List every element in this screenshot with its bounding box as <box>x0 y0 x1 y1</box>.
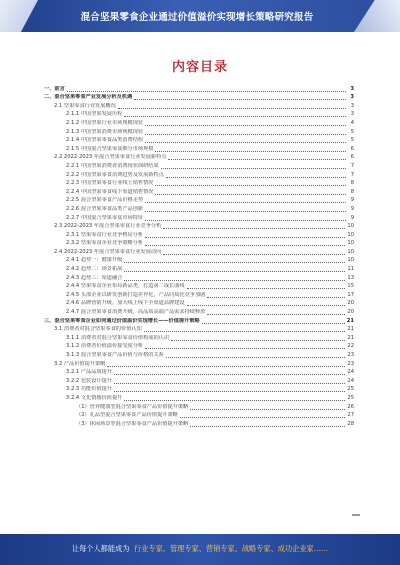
page-mark <box>352 514 360 516</box>
toc-entry-page: 9 <box>350 205 354 212</box>
toc-entry-page: 27 <box>347 412 354 419</box>
toc-entry-page: 10 <box>347 231 354 238</box>
toc-entry-page: 3 <box>350 111 354 118</box>
toc-entry-page: 21 <box>347 334 354 341</box>
toc-entry-title: 一、前言 <box>44 85 65 92</box>
toc-entry-title: （3）休闲场景型混合坚果零食产品价值提升策略 <box>76 420 189 427</box>
table-of-contents <box>44 84 354 428</box>
toc-entry-title: 2.4.3 趋势三：渠道融合 <box>66 274 123 281</box>
toc-entry-page: 20 <box>347 300 354 307</box>
toc-entry[interactable] <box>44 385 354 394</box>
footer-roles: 行业专家、管理专家、营销专家、战略专家、成功企业家…… <box>134 544 329 553</box>
toc-entry-title: 3.1.3 混合坚果零食产品价值与价格的关系 <box>66 352 164 358</box>
toc-entry-title: 2.4.6 品牌营销升级，加大线上线下全渠道品牌建设 <box>66 300 185 307</box>
toc-entry-page: 10 <box>347 248 354 255</box>
footer-lead: 让每个人都能成为 <box>71 544 130 553</box>
toc-entry-page: 3 <box>350 94 354 101</box>
toc-entry-page: 6 <box>350 154 354 161</box>
toc-entry-page: 4 <box>350 119 354 126</box>
toc-entry[interactable] <box>44 402 354 411</box>
toc-entry[interactable] <box>44 376 354 385</box>
toc-entry[interactable] <box>44 419 354 428</box>
toc-entry-page: 6 <box>350 145 354 152</box>
toc-dot-leader <box>118 105 346 109</box>
toc-entry[interactable] <box>44 411 354 420</box>
toc-dot-leader <box>124 277 345 281</box>
toc-entry-page: 3 <box>350 102 354 109</box>
toc-dot-leader <box>187 302 346 306</box>
toc-entry-page: 22 <box>347 343 354 350</box>
toc-dot-leader <box>145 139 346 143</box>
toc-entry[interactable] <box>44 127 354 136</box>
toc-entry-title: 三、混合坚果零食企业如何通过价值溢价实现增长——价值提升策略 <box>44 317 200 324</box>
toc-entry[interactable] <box>44 93 354 102</box>
toc-dot-leader <box>144 328 346 332</box>
toc-entry-page: 9 <box>350 214 354 221</box>
toc-entry[interactable] <box>44 393 354 402</box>
toc-entry-title: 2.2.4 中国坚果零食线下渠道销售情况 <box>66 188 154 195</box>
toc-dot-leader <box>155 191 346 195</box>
toc-dot-leader <box>145 242 345 246</box>
toc-entry-title: 2.1.3 中国坚果消费市场规模现状 <box>66 128 144 135</box>
toc-dot-leader <box>114 380 345 384</box>
toc-entry-title: 2.1 坚果零食行业发展概况 <box>54 102 116 109</box>
footer-band <box>0 534 400 565</box>
toc-entry-page: 24 <box>347 377 354 384</box>
toc-dot-leader <box>166 174 346 178</box>
toc-entry-title: 2.1.5 中国混合坚果零食细分市场规模 <box>66 145 154 152</box>
toc-entry[interactable] <box>44 256 354 265</box>
toc-entry[interactable] <box>44 101 354 110</box>
toc-entry-title: 2.1.4 中国坚果零食品类消费结构 <box>66 137 144 144</box>
toc-entry-page: 8 <box>350 180 354 187</box>
toc-entry-page: 5 <box>350 137 354 144</box>
toc-entry-title: 2.1.1 中国坚果发展历程 <box>66 111 123 118</box>
report-title: 混合坚果零食企业通过价值溢价实现增长策略研究报告 <box>80 12 314 23</box>
toc-dot-leader <box>168 156 346 160</box>
toc-dot-leader <box>145 345 345 349</box>
toc-dot-leader <box>207 294 345 298</box>
toc-dot-leader <box>145 217 346 221</box>
toc-entry-title: 3.2.4 文化情感价值提升 <box>66 394 123 401</box>
toc-entry-title: 2.3.2 坚果零食企业竞争策略分析 <box>66 240 144 247</box>
toc-dot-leader <box>67 88 346 92</box>
toc-entry[interactable] <box>44 333 354 342</box>
toc-dot-leader <box>155 148 346 152</box>
toc-entry-page: 10 <box>347 223 354 230</box>
toc-dot-leader <box>134 96 346 100</box>
toc-entry-title: 2.3.1 坚果零食行业竞争格局分析 <box>66 231 144 238</box>
toc-entry[interactable] <box>44 222 354 231</box>
toc-entry-page: 24 <box>347 369 354 376</box>
toc-entry[interactable] <box>44 170 354 179</box>
toc-entry-title: 2.1.2 中国坚果行业市场规模现状 <box>66 119 144 126</box>
toc-entry-page: 17 <box>347 291 354 298</box>
toc-entry[interactable] <box>44 273 354 282</box>
toc-dot-leader <box>187 285 346 289</box>
toc-entry-page: 23 <box>347 360 354 367</box>
toc-entry-page: 10 <box>347 240 354 247</box>
toc-entry[interactable] <box>44 368 354 377</box>
toc-heading: 内容目录 <box>171 60 228 75</box>
toc-entry-title: 3.2.2 包装设计提升 <box>66 377 112 384</box>
toc-entry-title: 3.1 消费者对混合坚果零食的价值认知 <box>54 326 142 333</box>
toc-entry-title: 2.2.2 中国坚果零食消费趋势及发展新特点 <box>66 171 164 178</box>
toc-entry-title: 2.4 2022-2023 年混合坚果零食行业发展动向 <box>54 248 162 255</box>
toc-entry[interactable] <box>44 264 354 273</box>
footer-slogan <box>0 544 400 554</box>
toc-entry-title: 3.1.1 消费者对混合坚果零食价值构成的认识 <box>66 334 170 341</box>
toc-entry[interactable] <box>44 118 354 127</box>
toc-entry-page: 5 <box>350 128 354 135</box>
toc-entry-page: 15 <box>347 283 354 290</box>
toc-dot-leader <box>180 414 346 418</box>
toc-entry[interactable] <box>44 325 354 334</box>
toc-entry-page: 7 <box>350 162 354 169</box>
toc-entry[interactable] <box>44 179 354 188</box>
toc-entry[interactable] <box>44 230 354 239</box>
toc-dot-leader <box>155 182 346 186</box>
toc-entry[interactable] <box>44 282 354 291</box>
toc-entry[interactable] <box>44 359 354 368</box>
toc-entry[interactable] <box>44 239 354 248</box>
toc-dot-leader <box>145 199 346 203</box>
toc-dot-leader <box>190 406 345 410</box>
toc-dot-leader <box>124 268 345 272</box>
toc-entry-title: 二、混合坚果零食产业发展分析及机遇 <box>44 94 133 101</box>
toc-dot-leader <box>145 208 346 212</box>
toc-entry-page: 21 <box>347 326 354 333</box>
header-decoration-right <box>354 0 400 32</box>
toc-entry[interactable] <box>44 136 354 145</box>
toc-entry[interactable] <box>44 307 354 316</box>
toc-entry-page: 11 <box>347 266 354 273</box>
toc-entry-page: 8 <box>350 188 354 195</box>
toc-entry[interactable] <box>44 342 354 351</box>
toc-entry-title: 3.2.1 产品品质提升 <box>66 369 112 376</box>
toc-entry-page: 9 <box>350 197 354 204</box>
toc-entry-title: 2.2 2022-2023 年混合坚果零食行业发展新特点 <box>54 154 167 161</box>
toc-entry-page: 28 <box>347 420 354 427</box>
toc-entry-title: 2.4.1 趋势一：健康升级 <box>66 257 123 264</box>
header-band <box>0 0 400 32</box>
toc-dot-leader <box>207 311 345 315</box>
toc-entry-title: 2.4.7 混合坚果零食消费升级，高品质高端产品需求持续释放 <box>66 309 206 316</box>
toc-entry[interactable] <box>44 110 354 119</box>
toc-dot-leader <box>107 363 345 367</box>
header-decoration-left <box>0 0 38 32</box>
toc-entry-title: 2.4.2 趋势二：场景拓展 <box>66 266 123 273</box>
toc-dot-leader <box>145 131 346 135</box>
toc-entry-page: 20 <box>347 309 354 316</box>
toc-dot-leader <box>171 337 345 341</box>
toc-entry-title: 2.2.3 中国坚果零食行业线上销售情况 <box>66 180 154 187</box>
toc-entry[interactable] <box>44 247 354 256</box>
toc-entry-page: 10 <box>347 257 354 264</box>
toc-entry-title: 2.4.4 坚果零食企业布局新品类，打造第二成长曲线 <box>66 283 185 290</box>
toc-dot-leader <box>114 371 345 375</box>
toc-dot-leader <box>145 122 346 126</box>
toc-entry-title: 3.1.2 消费者价值溢价接受度分析 <box>66 343 144 350</box>
toc-entry[interactable] <box>44 144 354 153</box>
toc-dot-leader <box>114 388 345 392</box>
toc-entry[interactable] <box>44 213 354 222</box>
toc-entry-page: 23 <box>347 352 354 358</box>
toc-entry-title: 2.3 2022-2023 年混合坚果零食行业竞争分析 <box>54 223 162 230</box>
toc-entry[interactable] <box>44 350 354 359</box>
toc-entry-title: （2）礼品型混合坚果零食产品价值提升策略 <box>76 412 178 419</box>
toc-dot-leader <box>190 423 345 427</box>
toc-entry-page: 21 <box>346 317 354 324</box>
toc-entry[interactable] <box>44 299 354 308</box>
toc-entry-title: 3.2 产品价值提升策略 <box>54 360 106 367</box>
toc-dot-leader <box>163 251 345 255</box>
toc-entry-title: 2.2.6 混合坚果零食品类产品创新 <box>66 205 144 212</box>
toc-dot-leader <box>202 320 345 324</box>
toc-entry[interactable] <box>44 161 354 170</box>
toc-dot-leader <box>124 397 345 401</box>
toc-entry[interactable] <box>44 196 354 205</box>
toc-dot-leader <box>124 113 346 117</box>
toc-dot-leader <box>145 234 345 238</box>
toc-entry[interactable] <box>44 290 354 299</box>
toc-entry-title: 2.2.7 中国混合坚果零食市场特征 <box>66 214 144 221</box>
toc-dot-leader <box>163 225 345 229</box>
toc-entry[interactable] <box>44 187 354 196</box>
toc-entry[interactable] <box>44 84 354 93</box>
toc-entry-title: 2.2.5 混合坚果零食产品价格走势 <box>66 197 144 204</box>
toc-entry-page: 26 <box>347 403 354 410</box>
toc-entry-page: 3 <box>350 85 354 92</box>
toc-entry[interactable] <box>44 204 354 213</box>
toc-dot-leader <box>161 165 346 169</box>
toc-entry-title: 3.2.3 功能价值提升 <box>66 386 112 393</box>
toc-dot-leader <box>124 259 345 263</box>
toc-entry[interactable] <box>44 316 354 325</box>
toc-entry-page: 7 <box>350 171 354 178</box>
toc-entry-page: 25 <box>347 394 354 401</box>
toc-entry-title: （1）营养健康型混合坚果零食产品价值提升策略 <box>76 403 189 410</box>
toc-entry-title: 2.2.1 中国坚果消费者消费现状调研结果 <box>66 162 159 169</box>
toc-dot-leader <box>166 354 346 358</box>
toc-entry-page: 13 <box>347 274 354 281</box>
toc-entry[interactable] <box>44 153 354 162</box>
toc-entry-title: 2.4.5 头部企业以研发创新打造差异化，产品同质化竞争加剧 <box>66 291 206 298</box>
toc-entry-page: 25 <box>347 386 354 393</box>
